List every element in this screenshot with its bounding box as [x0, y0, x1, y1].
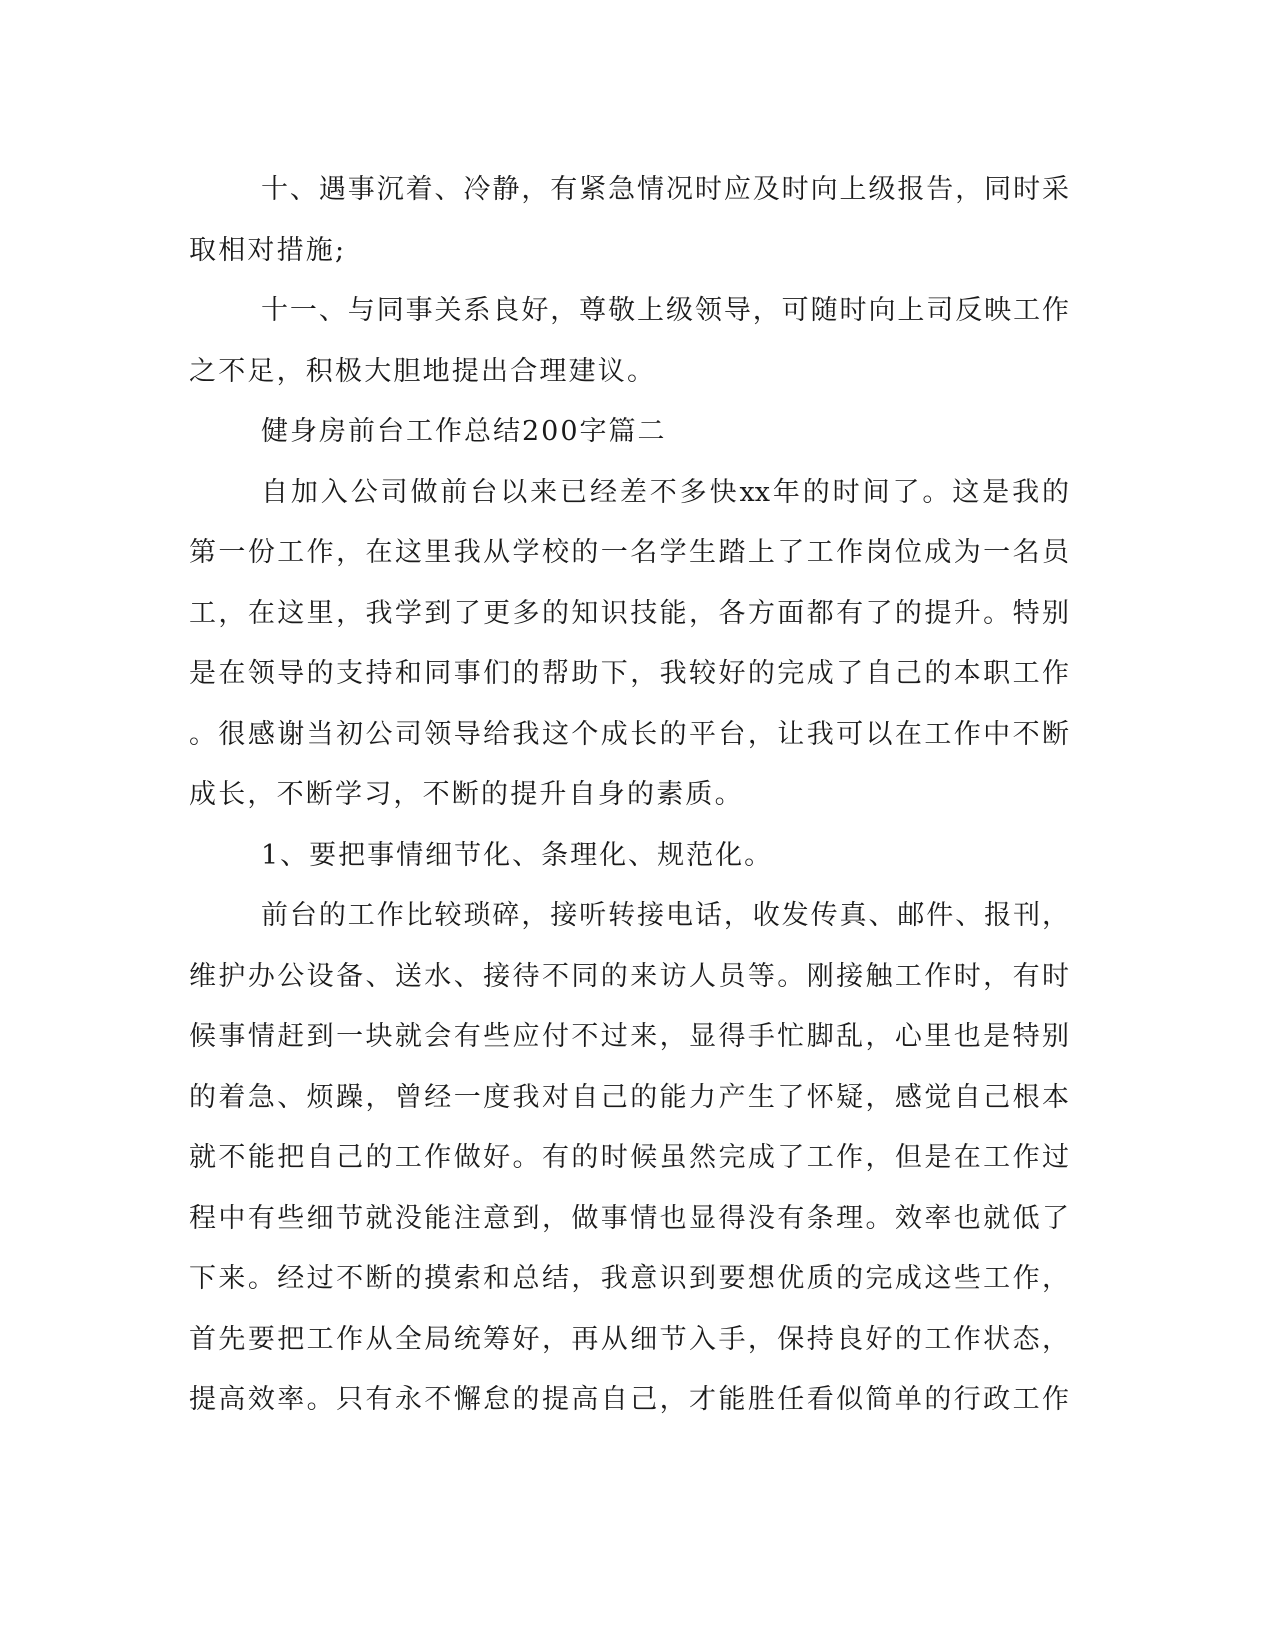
paragraph-line: 下来。经过不断的摸索和总结，我意识到要想优质的完成这些工作，: [189, 1263, 1069, 1294]
paragraph-line: 维护办公设备、送水、接待不同的来访人员等。刚接触工作时，有时: [189, 960, 1069, 992]
paragraph-front-desk-duties: [189, 886, 1069, 1431]
paragraph-line: 十、遇事沉着、冷静，有紧急情况时应及时向上级报告，同时采: [261, 174, 1069, 205]
document-body: [189, 160, 1069, 1431]
paragraph-item-10: [189, 160, 1069, 281]
paragraph-line: 程中有些细节就没能注意到，做事情也显得没有条理。效率也就低了: [189, 1202, 1069, 1234]
paragraph-line: 候事情赶到一块就会有些应付不过来，显得手忙脚乱，心里也是特别: [189, 1021, 1069, 1052]
paragraph-line: 取相对措施;: [189, 234, 347, 266]
paragraph-line: 提高效率。只有永不懈怠的提高自己，才能胜任看似简单的行政工作: [189, 1384, 1069, 1415]
section-heading-text: 健身房前台工作总结200字篇二: [261, 416, 667, 447]
paragraph-line: 之不足，积极大胆地提出合理建议。: [189, 355, 657, 387]
subsection-heading: [189, 826, 1069, 887]
paragraph-line: 首先要把工作从全局统筹好，再从细节入手，保持良好的工作状态，: [189, 1323, 1069, 1355]
section-heading: [189, 402, 1069, 463]
paragraph-item-11: [189, 281, 1069, 402]
paragraph-line: 工，在这里，我学到了更多的知识技能，各方面都有了的提升。特别: [189, 597, 1069, 629]
paragraph-line: 的着急、烦躁，曾经一度我对自己的能力产生了怀疑，感觉自己根本: [189, 1081, 1069, 1113]
paragraph-line: 自加入公司做前台以来已经差不多快xx年的时间了。这是我的: [261, 476, 1069, 508]
paragraph-intro: [189, 463, 1069, 826]
paragraph-line: 就不能把自己的工作做好。有的时候虽然完成了工作，但是在工作过: [189, 1142, 1069, 1173]
paragraph-line: 十一、与同事关系良好，尊敬上级领导，可随时向上司反映工作: [261, 295, 1069, 326]
paragraph-line: 。很感谢当初公司领导给我这个成长的平台，让我可以在工作中不断: [189, 718, 1069, 750]
paragraph-line: 是在领导的支持和同事们的帮助下，我较好的完成了自己的本职工作: [189, 658, 1069, 689]
paragraph-line: 成长，不断学习，不断的提升自身的素质。: [189, 779, 744, 810]
subsection-heading-text: 1、要把事情细节化、条理化、规范化。: [261, 839, 774, 871]
paragraph-line: 前台的工作比较琐碎，接听转接电话，收发传真、邮件、报刊，: [261, 900, 1069, 931]
paragraph-line: 第一份工作，在这里我从学校的一名学生踏上了工作岗位成为一名员: [189, 537, 1069, 568]
